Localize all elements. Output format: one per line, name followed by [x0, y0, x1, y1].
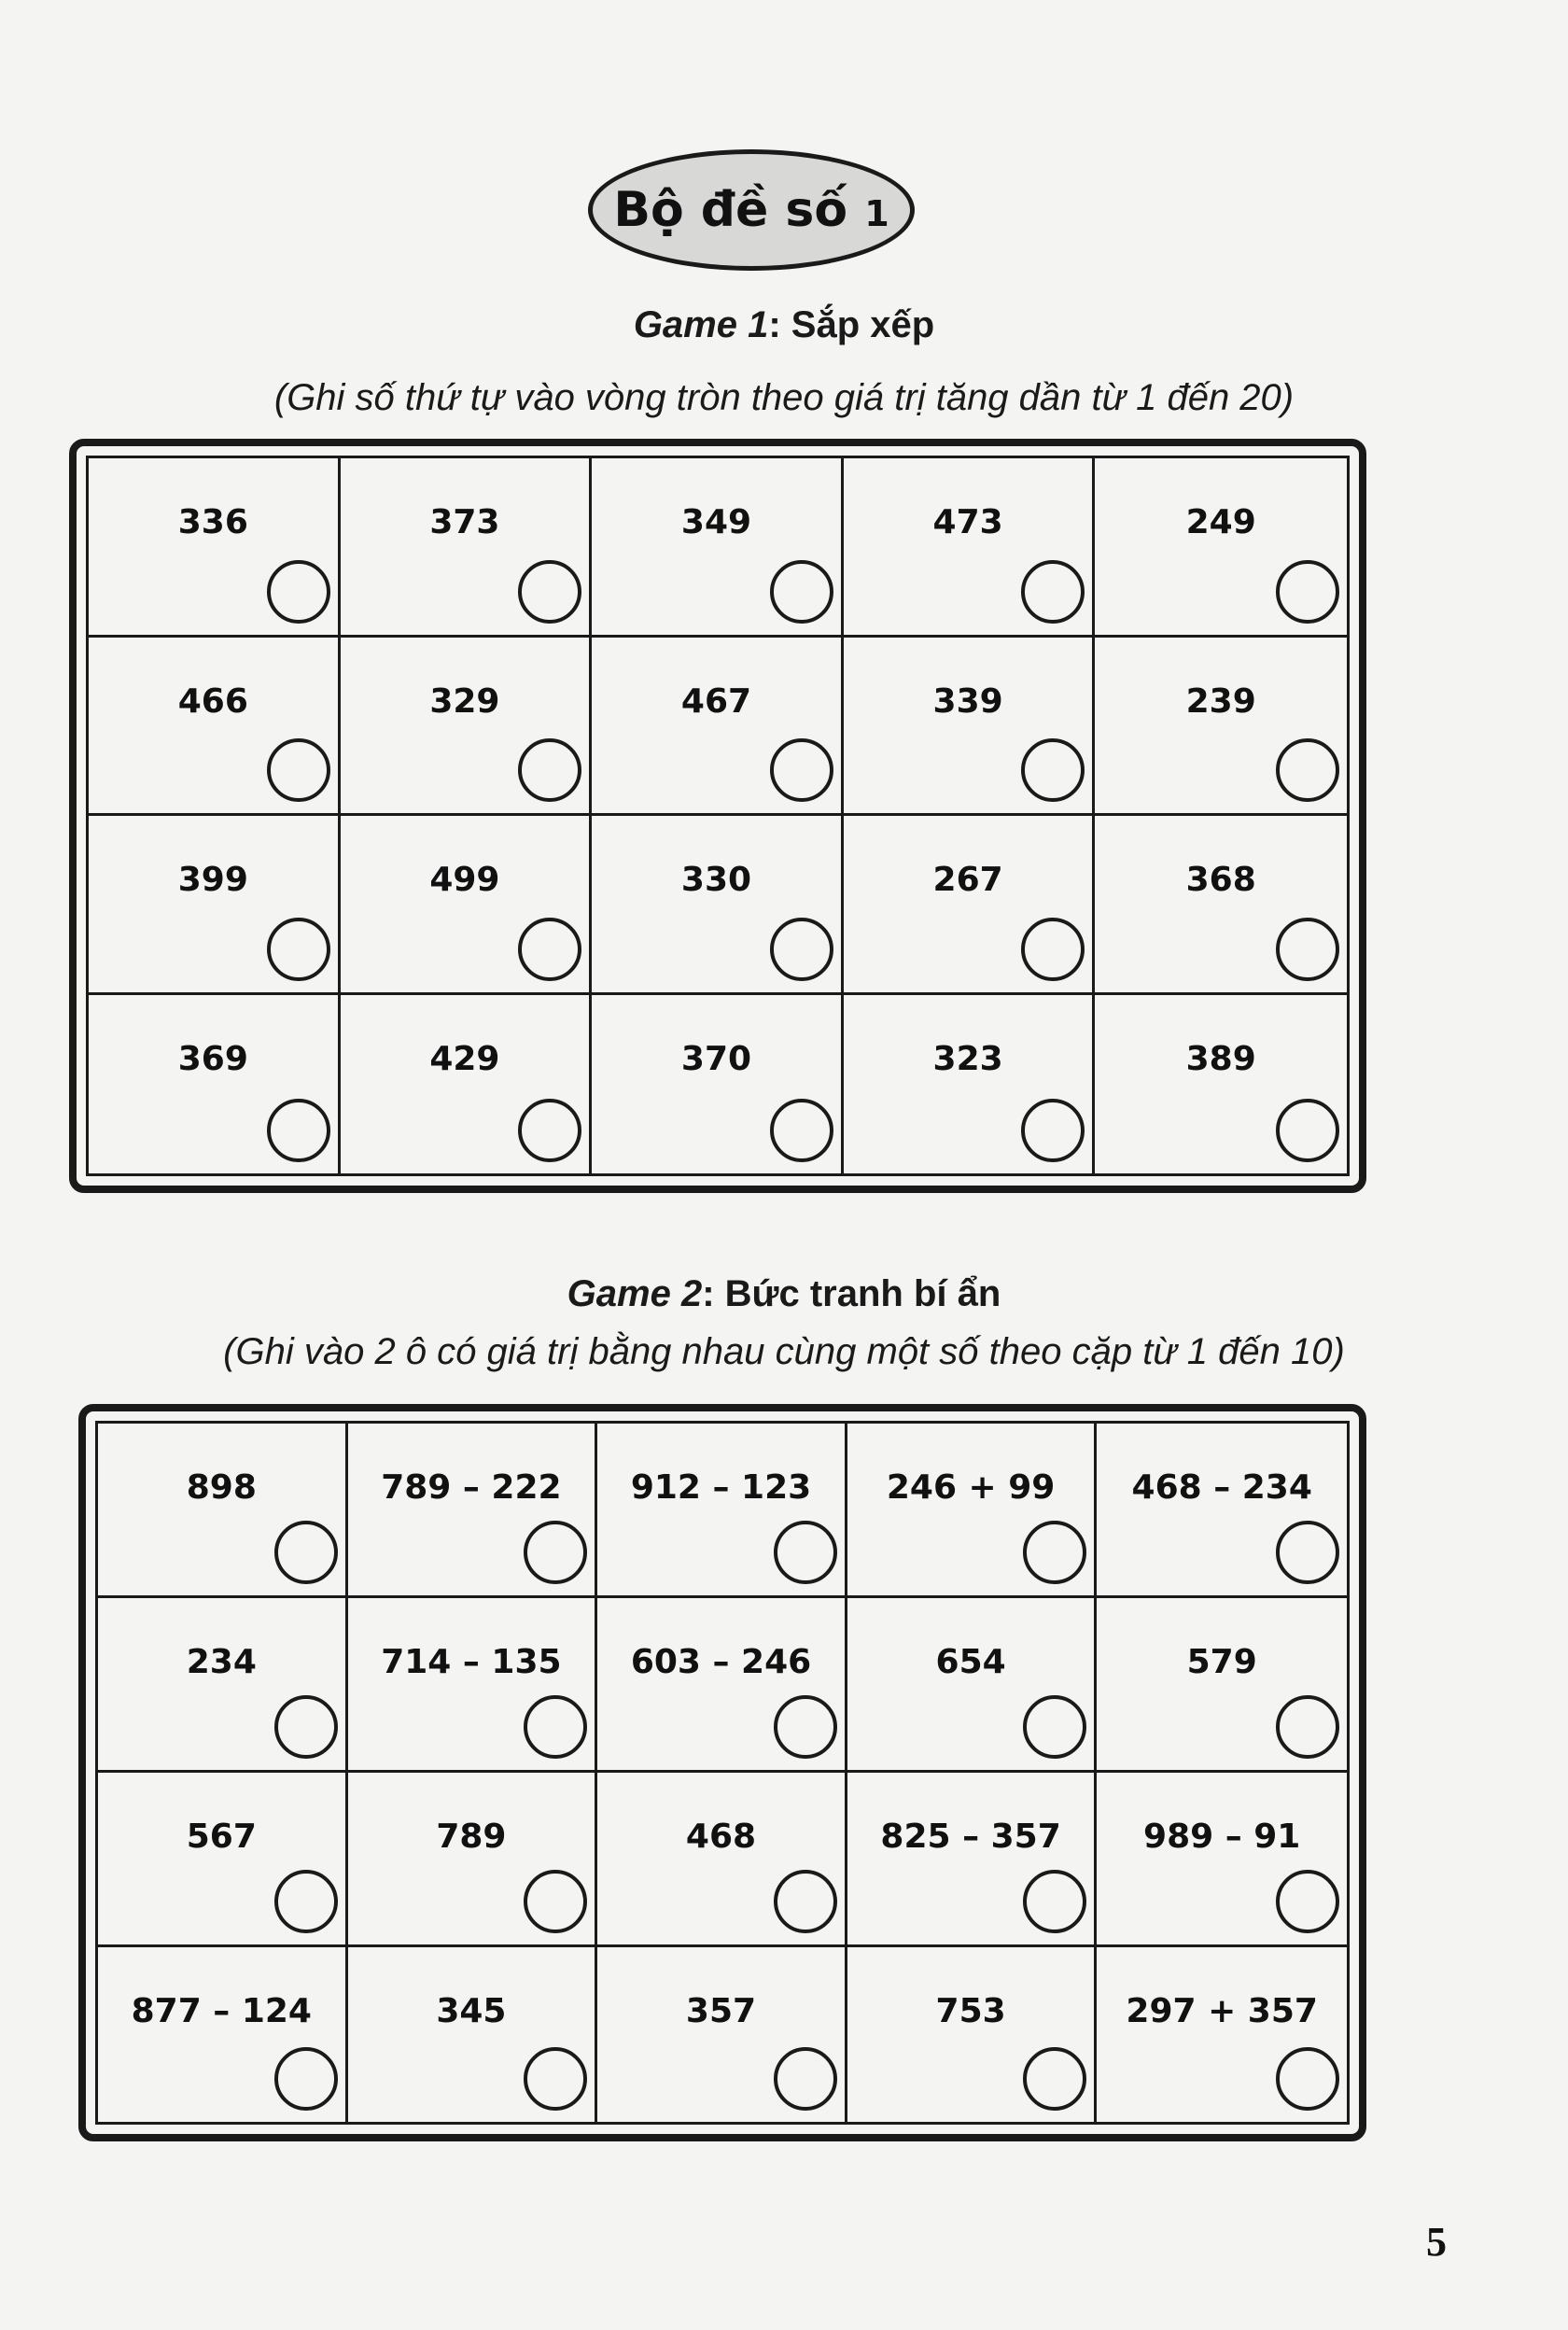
game1-cell	[1095, 816, 1347, 995]
answer-circle[interactable]	[1021, 918, 1085, 981]
game1-cell-value: 370	[680, 1039, 752, 1078]
game2-cell	[348, 1598, 598, 1773]
game2-cell-value: 877 – 124	[131, 1992, 312, 2030]
game1-cell-value: 249	[1185, 503, 1256, 541]
answer-circle[interactable]	[524, 1521, 587, 1584]
answer-circle[interactable]	[1021, 1099, 1085, 1162]
answer-circle[interactable]	[1276, 1870, 1339, 1933]
game2-cell-value: 579	[1186, 1643, 1257, 1681]
answer-circle[interactable]	[1023, 1695, 1086, 1759]
game1-cell	[1095, 458, 1347, 638]
game1-cell-value: 336	[177, 503, 248, 541]
answer-circle[interactable]	[770, 1099, 833, 1162]
game1-cell	[341, 995, 593, 1174]
game2-label: Game 2	[567, 1273, 703, 1314]
game2-cell	[847, 1598, 1098, 1773]
game2-cell	[847, 1424, 1098, 1598]
answer-circle[interactable]	[774, 2047, 837, 2111]
game2-cell-value: 912 – 123	[630, 1468, 812, 1507]
game1-cell	[89, 458, 341, 638]
answer-circle[interactable]	[274, 1870, 338, 1933]
answer-circle[interactable]	[518, 918, 581, 981]
game2-cell-value: 898	[186, 1468, 257, 1507]
game2-cell-value: 297 + 357	[1126, 1992, 1318, 2030]
game1-cell	[844, 638, 1096, 817]
game2-cell	[847, 1947, 1098, 2122]
answer-circle[interactable]	[518, 560, 581, 624]
game1-cell	[592, 816, 844, 995]
answer-circle[interactable]	[1023, 2047, 1086, 2111]
answer-circle[interactable]	[770, 738, 833, 802]
game2-cell-value: 789 – 222	[381, 1468, 562, 1507]
game2-cell	[98, 1773, 348, 1947]
game2-cell-value: 714 – 135	[381, 1643, 562, 1681]
game2-cell	[1097, 1947, 1347, 2122]
answer-circle[interactable]	[524, 2047, 587, 2111]
set-title-badge	[588, 149, 915, 271]
game1-cell	[592, 638, 844, 817]
game1-title	[0, 304, 1568, 346]
answer-circle[interactable]	[267, 918, 330, 981]
answer-circle[interactable]	[1276, 738, 1339, 802]
answer-circle[interactable]	[524, 1870, 587, 1933]
game2-cell	[348, 1773, 598, 1947]
answer-circle[interactable]	[1276, 1099, 1339, 1162]
game2-cell-value: 468	[685, 1818, 757, 1856]
game2-grid	[95, 1421, 1350, 2125]
game1-cell-value: 239	[1185, 681, 1256, 721]
game1-cell-value: 368	[1185, 861, 1256, 899]
set-title-number: 1	[864, 193, 889, 234]
answer-circle[interactable]	[774, 1870, 837, 1933]
game2-cell-value: 357	[685, 1992, 757, 2030]
answer-circle[interactable]	[1023, 1521, 1086, 1584]
game1-cell-value: 323	[932, 1039, 1003, 1078]
game1-cell	[341, 638, 593, 817]
game1-cell-value: 467	[680, 681, 752, 721]
game1-cell-value: 399	[177, 861, 248, 899]
game1-cell-value: 349	[680, 503, 752, 541]
game2-cell	[98, 1424, 348, 1598]
game1-cell-value: 329	[429, 681, 500, 721]
game2-cell-value: 989 – 91	[1143, 1818, 1301, 1856]
game2-cell-value: 654	[935, 1643, 1006, 1681]
set-title-main: Bộ đề số	[613, 182, 848, 238]
game1-cell-value: 466	[177, 681, 248, 721]
game1-cell	[592, 458, 844, 638]
game2-cell	[847, 1773, 1098, 1947]
game1-cell	[89, 816, 341, 995]
answer-circle[interactable]	[1021, 560, 1085, 624]
game1-label: Game 1	[633, 304, 769, 345]
answer-circle[interactable]	[274, 1695, 338, 1759]
game1-cell-value: 499	[429, 861, 500, 899]
answer-circle[interactable]	[267, 1099, 330, 1162]
game1-cell	[89, 995, 341, 1174]
game2-cell	[597, 1598, 847, 1773]
game2-cell-value: 468 – 234	[1131, 1468, 1312, 1507]
game1-cell	[1095, 638, 1347, 817]
game1-cell	[341, 816, 593, 995]
game2-cell	[597, 1424, 847, 1598]
game2-cell-value: 825 – 357	[880, 1818, 1061, 1856]
game2-instruction: (Ghi vào 2 ô có giá trị bằng nhau cùng một số theo cặp từ 1 đến 10)	[223, 1331, 1345, 1372]
game2-cell-value: 345	[436, 1992, 507, 2030]
game2-name: : Bức tranh bí ẩn	[702, 1273, 1001, 1314]
game1-cell	[844, 995, 1096, 1174]
game2-cell	[98, 1947, 348, 2122]
game2-cell	[597, 1773, 847, 1947]
answer-circle[interactable]	[770, 560, 833, 624]
answer-circle[interactable]	[267, 560, 330, 624]
answer-circle[interactable]	[518, 738, 581, 802]
game1-cell-value: 339	[932, 681, 1003, 721]
game1-cell	[844, 458, 1096, 638]
answer-circle[interactable]	[1276, 1695, 1339, 1759]
game1-cell	[341, 458, 593, 638]
game1-grid	[86, 456, 1350, 1176]
game2-cell-value: 567	[186, 1818, 257, 1856]
answer-circle[interactable]	[1276, 2047, 1339, 2111]
answer-circle[interactable]	[1276, 560, 1339, 624]
answer-circle[interactable]	[1276, 1521, 1339, 1584]
game1-cell	[592, 995, 844, 1174]
game1-name: : Sắp xếp	[768, 304, 935, 345]
game2-cell	[1097, 1598, 1347, 1773]
answer-circle[interactable]	[267, 738, 330, 802]
answer-circle[interactable]	[524, 1695, 587, 1759]
game1-cell	[89, 638, 341, 817]
game2-frame	[78, 1404, 1366, 2141]
answer-circle[interactable]	[274, 1521, 338, 1584]
game1-cell-value: 373	[429, 503, 500, 541]
game2-cell-value: 753	[935, 1992, 1006, 2030]
game2-cell-value: 789	[436, 1818, 507, 1856]
game1-cell-value: 389	[1185, 1039, 1256, 1078]
answer-circle[interactable]	[274, 2047, 338, 2111]
answer-circle[interactable]	[1023, 1870, 1086, 1933]
game2-cell	[348, 1947, 598, 2122]
game2-cell	[1097, 1773, 1347, 1947]
game1-cell-value: 330	[680, 861, 752, 899]
game1-cell	[1095, 995, 1347, 1174]
game2-cell-value: 234	[186, 1643, 257, 1681]
game2-cell	[98, 1598, 348, 1773]
answer-circle[interactable]	[774, 1521, 837, 1584]
set-title	[613, 182, 889, 238]
game2-cell	[597, 1947, 847, 2122]
answer-circle[interactable]	[518, 1099, 581, 1162]
answer-circle[interactable]	[774, 1695, 837, 1759]
game2-cell-value: 603 – 246	[630, 1643, 812, 1681]
game1-cell-value: 473	[932, 503, 1003, 541]
answer-circle[interactable]	[1276, 918, 1339, 981]
game1-frame	[69, 439, 1366, 1193]
game1-cell-value: 267	[932, 861, 1003, 899]
game1-cell-value: 369	[177, 1039, 248, 1078]
answer-circle[interactable]	[770, 918, 833, 981]
game2-cell	[348, 1424, 598, 1598]
answer-circle[interactable]	[1021, 738, 1085, 802]
game2-cell	[1097, 1424, 1347, 1598]
game2-title	[0, 1273, 1568, 1315]
game1-cell-value: 429	[429, 1039, 500, 1078]
page-number: 5	[1426, 2219, 1447, 2265]
game2-cell-value: 246 + 99	[886, 1468, 1056, 1507]
game1-cell	[844, 816, 1096, 995]
game1-instruction: (Ghi số thứ tự vào vòng tròn theo giá trị tăng dần từ 1 đến 20)	[273, 377, 1295, 418]
